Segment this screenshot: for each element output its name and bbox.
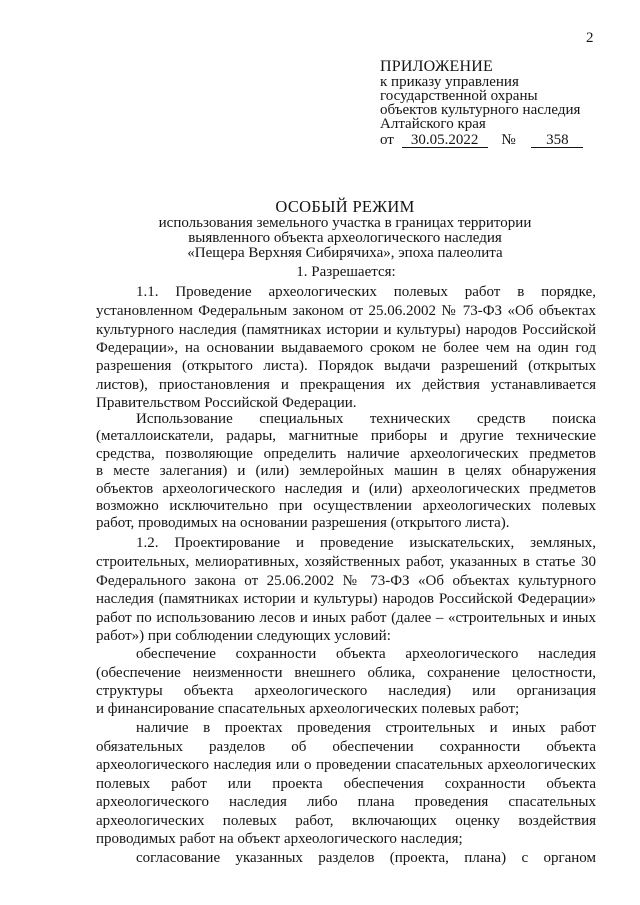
text-line: установленном Федеральным законом от 25.06.2002 № 73-ФЗ «Об объектах	[96, 303, 596, 319]
section-heading: 1. Разрешается:	[296, 264, 396, 280]
text-line: работ по использованию лесов и иных работ (далее – «строительных и иных	[96, 610, 596, 626]
text-line: наследия (памятниках истории и культуры) народов Российской Федерации»	[96, 591, 596, 607]
text-line: в месте залегания) и (или) землеройных машин в целях обнаружения	[96, 463, 596, 479]
order-date: 30.05.2022	[402, 134, 488, 148]
title-main: ОСОБЫЙ РЕЖИМ	[275, 197, 415, 216]
appendix-heading: ПРИЛОЖЕНИЕ	[380, 58, 494, 75]
title-line: «Пещера Верхняя Сибирячиха», эпоха палеолита	[187, 245, 503, 261]
text-line: проводимых работ на объект археологического наследия;	[96, 831, 463, 847]
title-line: выявленного объекта археологического наследия	[188, 230, 502, 246]
text-line: археологического наследия либо плана проведения спасательных	[96, 794, 596, 810]
text-line: разрешения (открытого листа). Порядок выдачи разрешений (открытых	[96, 358, 596, 374]
appendix-block	[380, 58, 620, 148]
appendix-line: к приказу управления	[380, 74, 519, 90]
title-line: использования земельного участка в границах территории	[158, 215, 532, 231]
document-title	[110, 198, 580, 261]
page-number: 2	[586, 30, 594, 46]
text-line: (металлоискатели, радары, магнитные приборы и другие технические	[96, 428, 596, 444]
text-line: строительных, мелиоративных, хозяйственных работ, указанных в статье 30	[96, 554, 596, 570]
text-line: Использование специальных технических средств поиска	[136, 411, 596, 427]
text-line: наличие в проектах проведения строительных и иных работ	[136, 720, 596, 736]
text-line: работ») при соблюдении следующих условий:	[96, 628, 391, 644]
text-line: культурного наследия (памятниках истории и культуры) народов Российской	[96, 322, 596, 338]
text-line: согласование указанных разделов (проекта, плана) с органом	[136, 850, 596, 866]
text-line: возможно исключительно при осуществлении археологических полевых	[96, 498, 596, 514]
order-number: 358	[531, 134, 583, 148]
text-line: работ, проводимых на основании разрешения (открытого листа).	[96, 515, 510, 531]
text-line: Федерации», на основании выдаваемого сроком не более чем на один год	[96, 340, 596, 356]
text-line: 1.1. Проведение археологических полевых работ в порядке,	[136, 284, 596, 300]
appendix-line: объектов культурного наследия	[380, 102, 581, 118]
text-line: археологических полевых работ, включающих оценку воздействия	[96, 813, 596, 829]
appendix-line: Алтайского края	[380, 116, 486, 132]
date-prefix: от	[380, 132, 394, 148]
text-line: полевых работ или проекта обеспечения сохранности объекта	[96, 776, 596, 792]
text-line: средства, позволяющие определить наличие археологических предметов	[96, 446, 596, 462]
text-line: археологического наследия или о проведении спасательных археологических	[96, 757, 596, 773]
text-line: Федерального закона от 25.06.2002 № 73-ФЗ «Об объектах культурного	[96, 573, 596, 589]
text-line: (обеспечение неизменности внешнего облика, сохранение целостности,	[96, 665, 596, 681]
text-line: Правительством Российской Федерации.	[96, 395, 357, 411]
text-line: обеспечение сохранности объекта археологического наследия	[136, 646, 596, 662]
appendix-line: государственной охраны	[380, 88, 538, 104]
text-line: и финансирование спасательных археологических полевых работ;	[96, 701, 520, 717]
text-line: обязательных разделов об обеспечении сохранности объекта	[96, 739, 596, 755]
number-sign: №	[501, 132, 516, 148]
text-line: объектов археологического наследия и (или) археологических предметов	[96, 481, 596, 497]
text-line: структуры объекта археологического наследия) или организация	[96, 683, 596, 699]
text-line: листов), приостановления и прекращения их действия устанавливается	[96, 377, 596, 393]
order-date-line	[380, 133, 620, 148]
text-line: 1.2. Проектирование и проведение изыскательских, земляных,	[136, 535, 596, 551]
